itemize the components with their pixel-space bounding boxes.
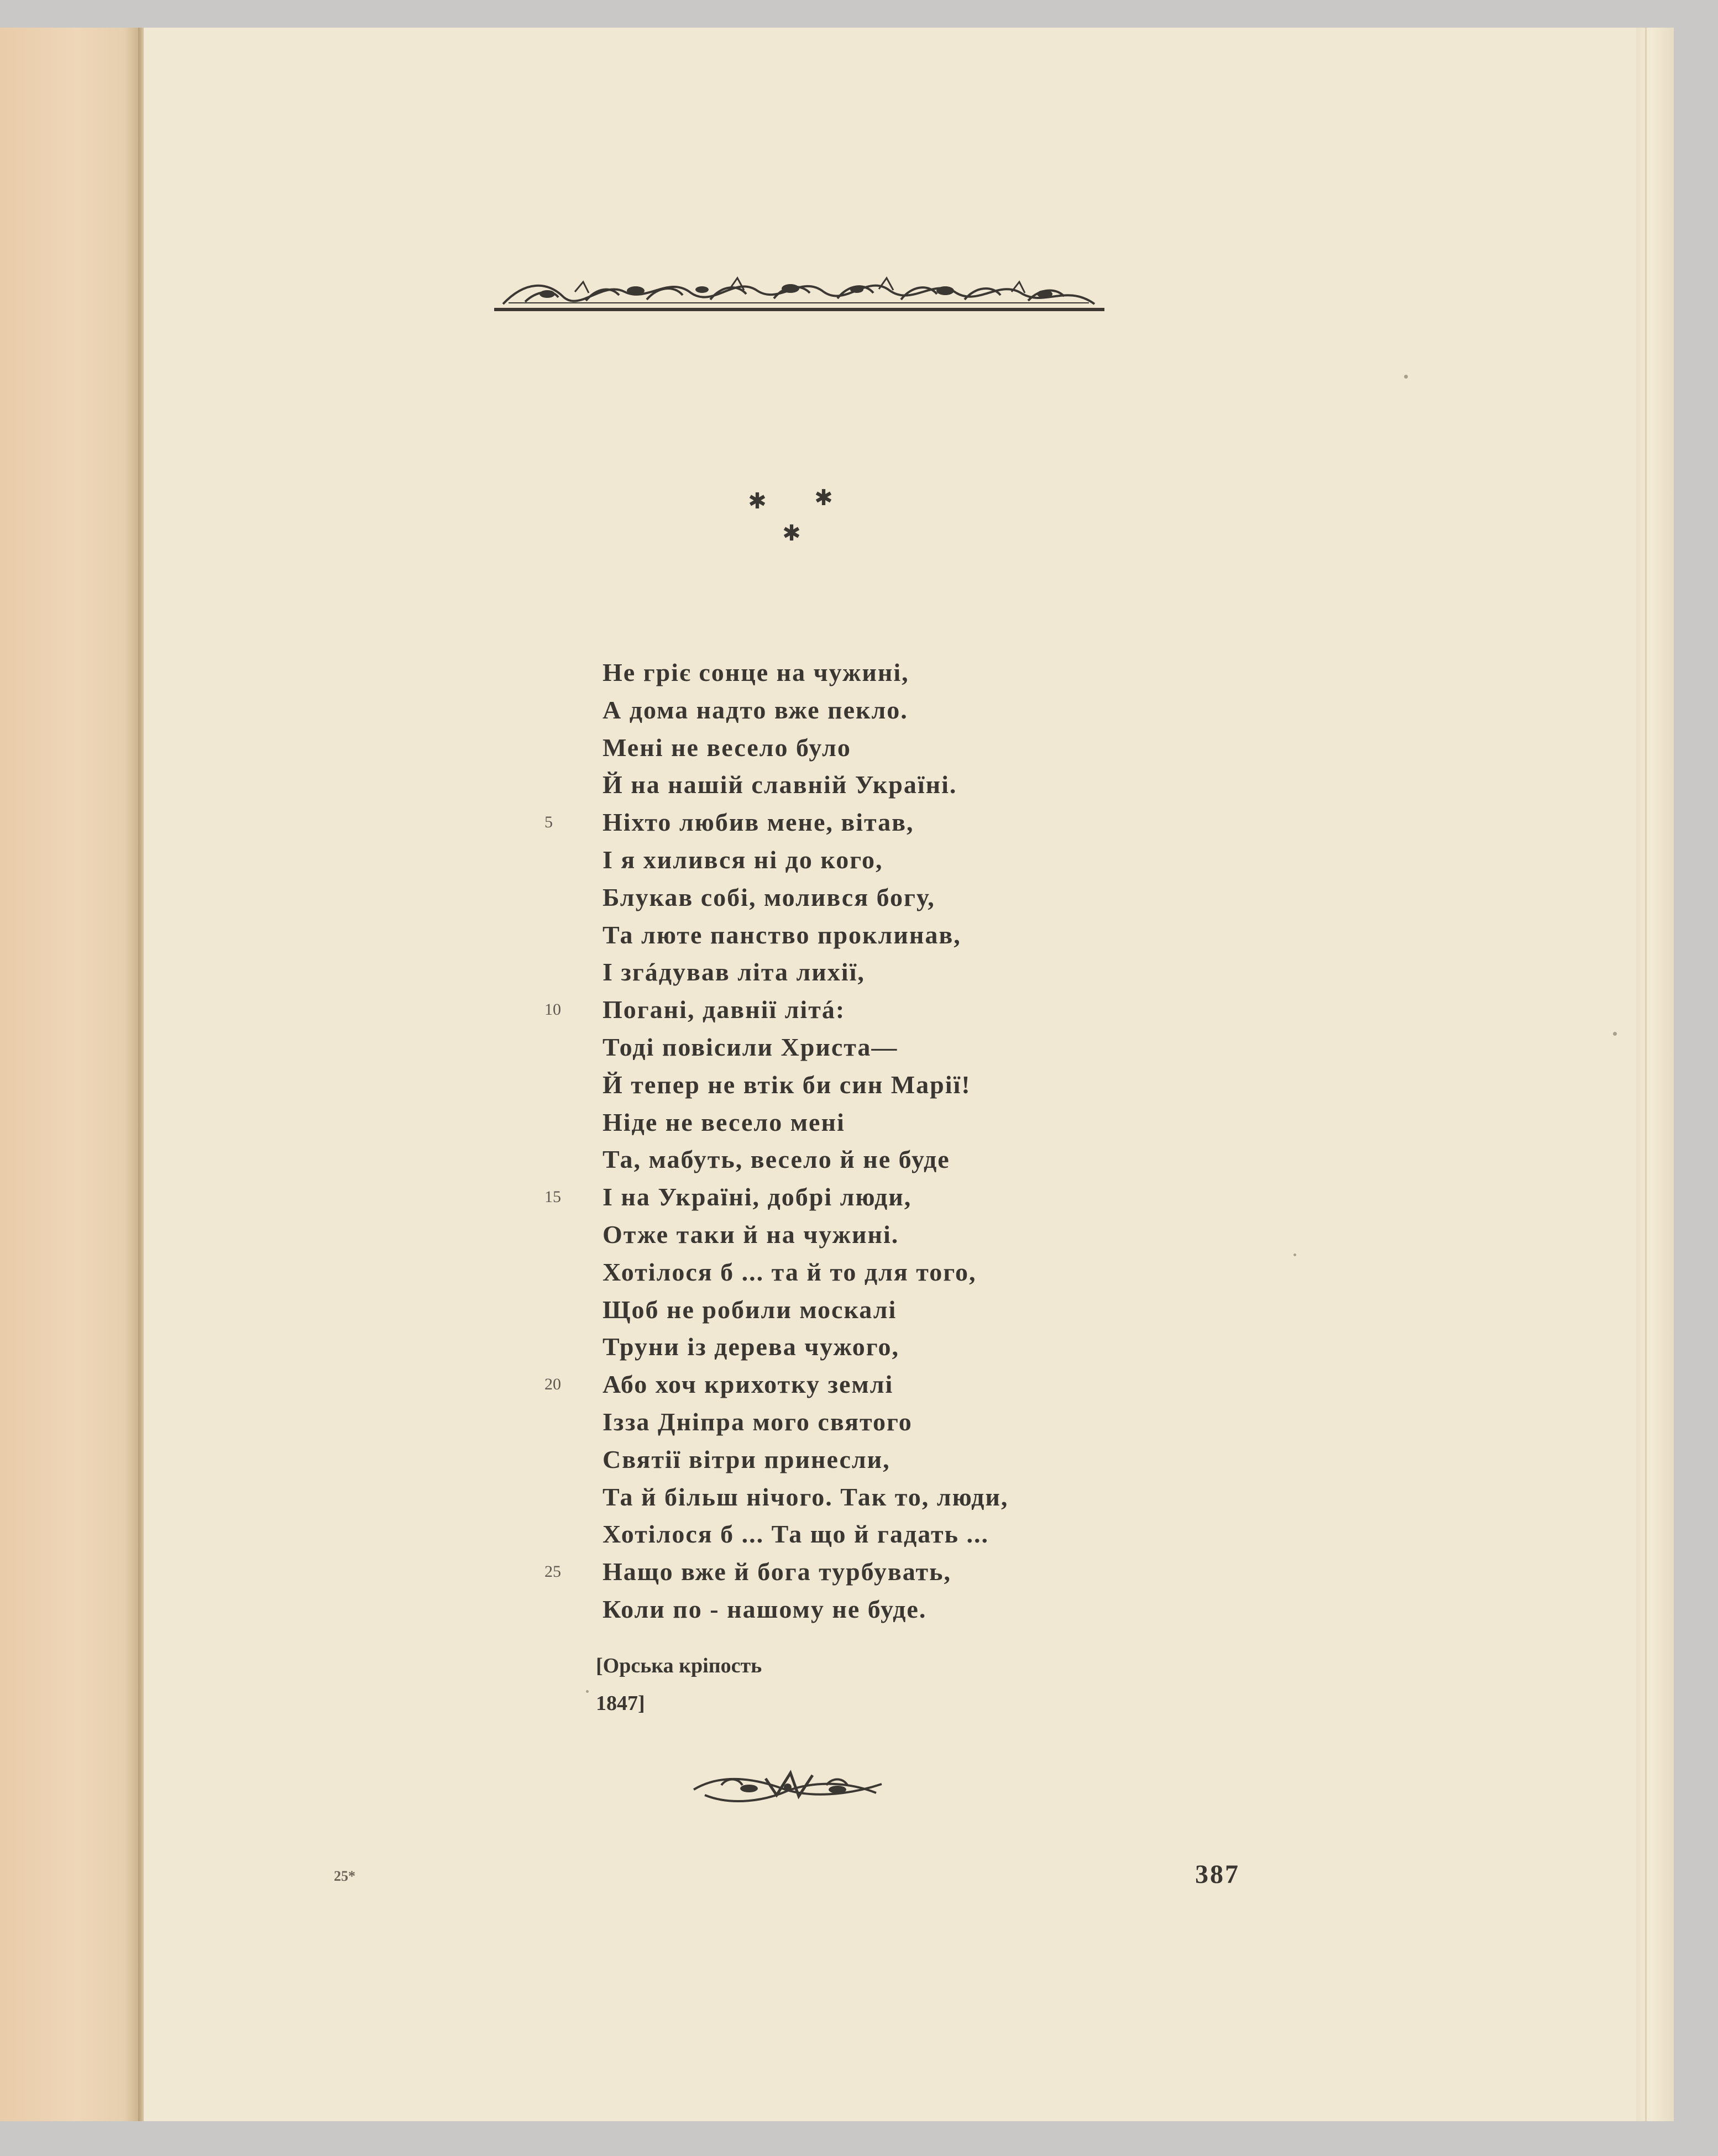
left-page-edge — [0, 28, 141, 2121]
poem-line: Щоб не робили москалі — [603, 1295, 897, 1324]
asterism-ornament — [741, 481, 840, 553]
paper-speck — [1613, 1032, 1617, 1036]
scanned-book-spread — [0, 28, 1674, 2121]
poem-line: А дома надто вже пекло. — [603, 695, 908, 724]
paper-speck — [1293, 1253, 1296, 1256]
poem-line: Та й більш нічого. Так то, люди, — [603, 1482, 1009, 1511]
poem-line: Тоді повісили Христа— — [603, 1032, 898, 1061]
poem-line: Ізза Дніпра мого святого — [603, 1407, 913, 1436]
poem-line: Та, мабуть, весело й не буде — [603, 1145, 950, 1174]
dateline-place: [Орська кріпость — [596, 1654, 762, 1677]
poem-line: Отже таки й на чужині. — [603, 1220, 899, 1249]
poem-line: Та люте панство проклинав, — [603, 920, 961, 949]
printer-signature: 25* — [334, 1868, 355, 1884]
dateline — [596, 1647, 762, 1722]
poem-line: Хотілося б ... Та що й гадать ... — [603, 1520, 989, 1549]
page-edge-right — [1636, 28, 1674, 2121]
poem-line: 25 Нащо вже й бога турбувать, — [603, 1553, 1008, 1591]
poem-line: Не гріє сонце на чужині, — [603, 658, 909, 686]
poem-line: І я хилився ні до кого, — [603, 845, 883, 874]
poem-line: Й тепер не втік би син Марії! — [603, 1070, 971, 1099]
svg-text:✱: ✱ — [782, 521, 801, 546]
poem-text — [544, 654, 1009, 1628]
paper-speck — [586, 1690, 589, 1693]
paper-speck — [1404, 375, 1408, 379]
poem-line: Святії вітри принесли, — [603, 1445, 891, 1473]
svg-text:✱: ✱ — [748, 489, 767, 514]
headpiece-ornament — [492, 259, 1107, 319]
dateline-year: 1847] — [596, 1692, 645, 1715]
poem-line: Коли по - нашому не буде. — [603, 1594, 927, 1623]
book-gutter — [138, 28, 144, 2121]
line-number: 15 — [544, 1188, 561, 1206]
poem-line: Труни із дерева чужого, — [603, 1333, 899, 1361]
tailpiece-ornament — [688, 1762, 887, 1812]
poem-line: 5 Ніхто любив мене, вітав, — [603, 804, 1008, 841]
line-number: 5 — [544, 813, 553, 832]
poem-line: Ніде не весело мені — [603, 1108, 845, 1136]
poem-line: Блукав собі, молився богу, — [603, 883, 935, 911]
poem-line: 15 І на Україні, добрі люди, — [603, 1178, 1008, 1216]
page-number: 387 — [1195, 1860, 1240, 1889]
poem-line: 10 Погані, давнії літá: — [603, 991, 1008, 1029]
line-number: 25 — [544, 1562, 561, 1581]
poem-line: 20 Або хоч крихотку землі — [603, 1366, 1008, 1403]
page-edge-line — [1645, 28, 1647, 2121]
poem-line: Мені не весело було — [603, 733, 851, 762]
poem-line: І згáдував літа лихії, — [603, 958, 865, 987]
line-number: 10 — [544, 1000, 561, 1019]
line-number: 20 — [544, 1375, 561, 1394]
svg-text:✱: ✱ — [814, 485, 833, 511]
poem-line: Хотілося б ... та й то для того, — [603, 1257, 977, 1286]
poem-line: Й на нашій славній Україні. — [603, 770, 957, 799]
